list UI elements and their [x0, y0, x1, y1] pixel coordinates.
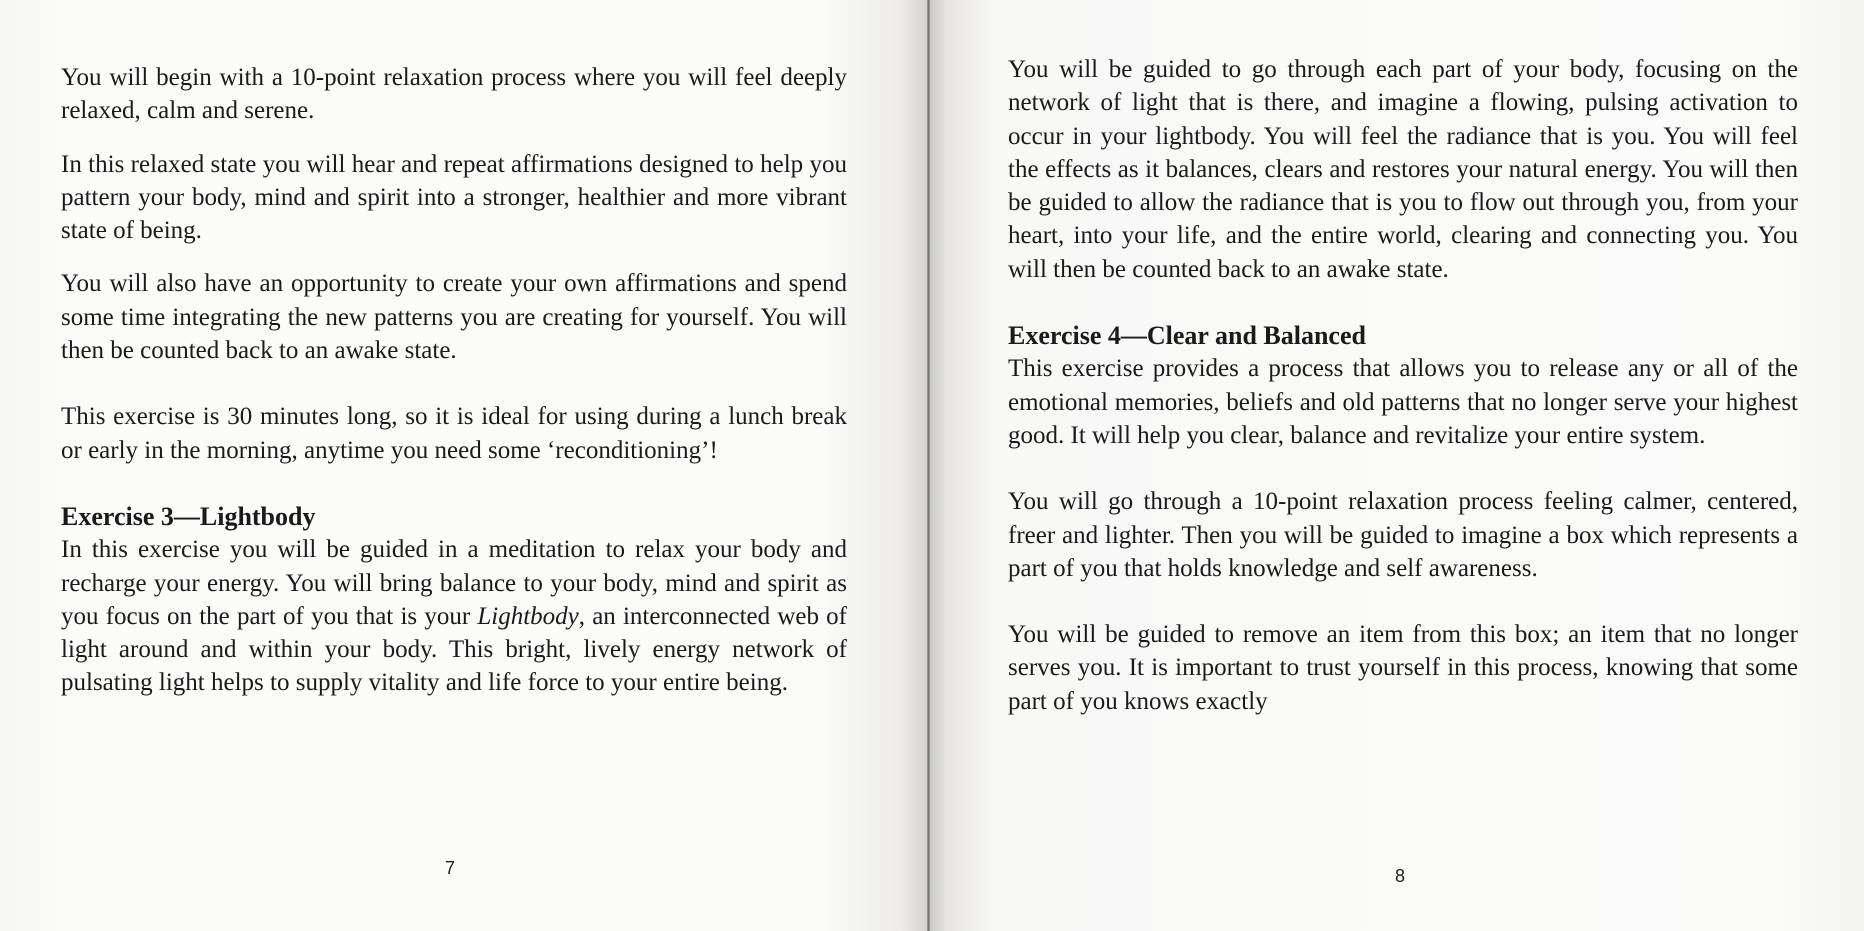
page-number: 8: [1395, 866, 1406, 886]
paragraph: You will be guided to remove an item from this box; an item that no longer serves you. It is important to trust yourself in this process, knowing that some part of you knows exactly: [1008, 621, 1798, 715]
paragraph: In this relaxed state you will hear and repeat affirmations designed to help you pattern your body, mind and spirit into a stronger, healthier and more vibrant state of being.: [61, 150, 847, 245]
left-page: [0, 0, 929, 931]
paragraph: This exercise provides a process that allows you to release any or all of the emotional memories, beliefs and old patterns that no longer serve your highest good. It will help you clear, balance and revitalize your entire system.: [1008, 355, 1798, 449]
paragraph: You will begin with a 10-point relaxation process where you will feel deeply relaxed, calm and serene.: [61, 64, 847, 125]
paragraph: This exercise is 30 minutes long, so it is ideal for using during a lunch break or early in the morning, anytime you need some ‘reconditioning’!: [61, 403, 847, 464]
page-number: 7: [445, 858, 456, 878]
section-heading-exercise-3: Exercise 3—Lightbody: [61, 501, 316, 531]
book-gutter: [927, 0, 930, 931]
left-text-column: [61, 61, 847, 720]
section-body-text: , an interconnected web of light around and within your body. This bright, lively energy network of pulsating light helps to supply vitality and life force to your entire being.: [61, 602, 848, 697]
section-body-text: In this exercise you will be guided in a meditation to relax your body and recharge your energy. You will bring balance to your body, mind and spirit as you focus on the part of you that is your: [61, 536, 847, 630]
italic-term: Lightbody: [477, 602, 579, 630]
paragraph: You will also have an opportunity to create your own affirmations and spend some time integrating the new patterns you are creating for yourself. You will then be counted back to an awake state.: [61, 270, 847, 365]
section-body: [61, 533, 847, 699]
right-text-column: [1008, 53, 1798, 738]
section-heading-exercise-4: Exercise 4—Clear and Balanced: [1008, 321, 1366, 351]
paragraph: You will be guided to go through each part of your body, focusing on the network of light that is there, and imagine a flowing, pulsing activation to occur in your lightbody. You will feel the radiance that is you. You will feel the effects as it balances, clears and restores your natural energy. You will then be guided to allow the radiance that is you to flow out through you, from your heart, into your life, and the entire world, clearing and connecting you. You will then be counted back to an awake state.: [1008, 56, 1798, 283]
paragraph: You will go through a 10-point relaxation process feeling calmer, centered, freer and lighter. Then you will be guided to imagine a box which represents a part of you that holds knowledge and self awareness.: [1008, 488, 1798, 582]
right-page: [929, 0, 1864, 931]
